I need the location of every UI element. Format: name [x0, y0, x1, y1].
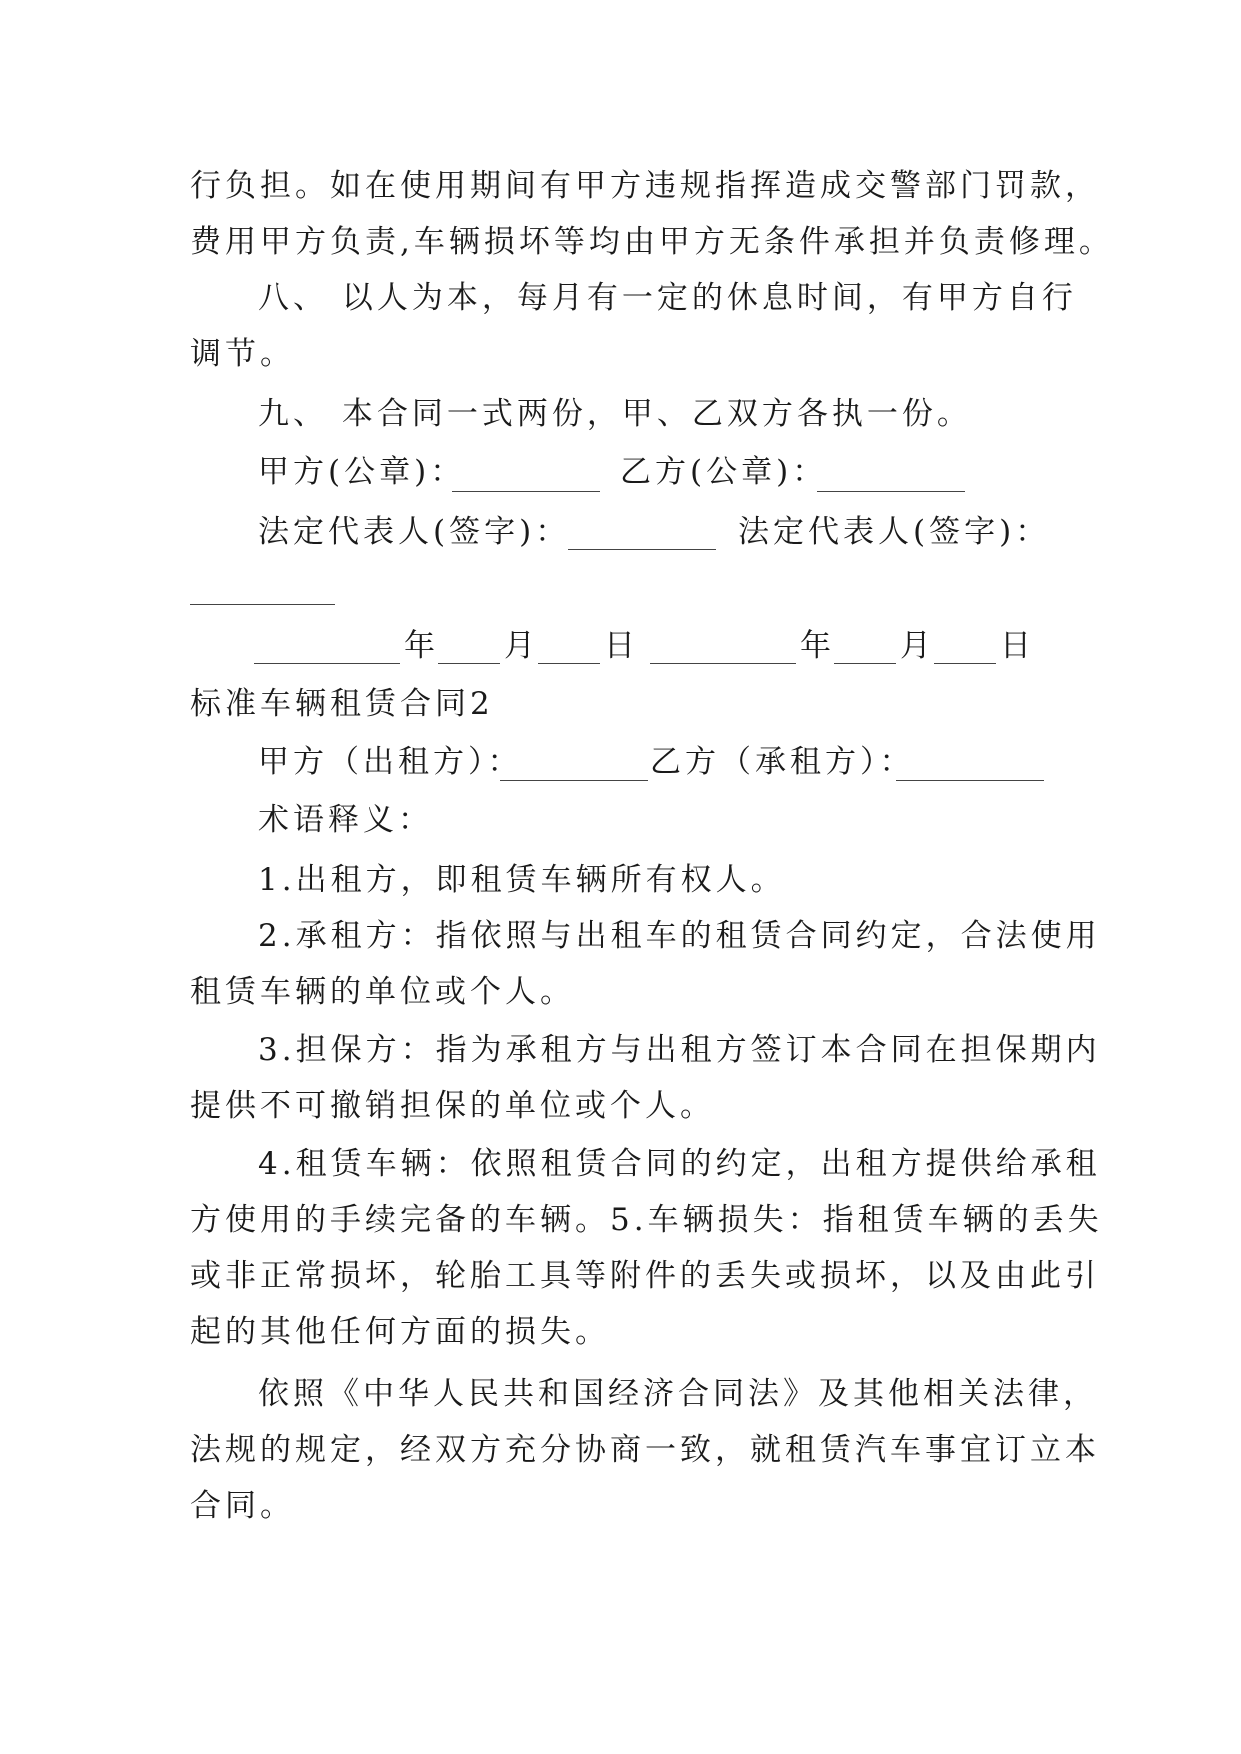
- date-b-month: 月: [900, 628, 935, 664]
- date-b-day-blank: [934, 663, 996, 664]
- date-b-month-blank: [834, 663, 896, 664]
- term-2-cont: 租赁车辆的单位或个人。: [190, 974, 575, 1010]
- contract-2-title: 标准车辆租赁合同2: [190, 686, 494, 722]
- clause-eight: 八、 以人为本，每月有一定的休息时间，有甲方自行: [258, 280, 1077, 316]
- clause-nine: 九、 本合同一式两份，甲、乙双方各执一份。: [258, 396, 972, 432]
- term-4-cont: 方使用的手续完备的车辆。5.车辆损失：指租赁车辆的丢失: [190, 1202, 1103, 1238]
- party-b-seal-label: 乙方(公章)：: [620, 454, 828, 490]
- rep-b-label: 法定代表人(签字)：: [738, 514, 1051, 550]
- term-3: 3.担保方：指为承租方与出租方签订本合同在担保期内: [258, 1032, 1101, 1068]
- date-b-day: 日: [1000, 628, 1035, 664]
- party-b-seal-blank: [817, 491, 965, 492]
- term-2: 2.承租方：指依照与出租车的租赁合同约定，合法使用: [258, 918, 1101, 954]
- legal-basis-cont: 法规的规定，经双方充分协商一致，就租赁汽车事宜订立本: [190, 1432, 1100, 1468]
- term-4: 4.租赁车辆：依照租赁合同的约定，出租方提供给承租: [258, 1146, 1101, 1182]
- date-b-year-blank: [650, 663, 796, 664]
- date-a-day-blank: [538, 663, 600, 664]
- c2-party-a-blank: [500, 780, 648, 781]
- date-b-year: 年: [800, 628, 835, 664]
- paragraph-line: 费用甲方负责,车辆损坏等均由甲方无条件承担并负责修理。: [190, 224, 1114, 260]
- date-a-day: 日: [604, 628, 639, 664]
- terms-heading: 术语释义：: [258, 802, 433, 838]
- term-3-cont: 提供不可撤销担保的单位或个人。: [190, 1088, 715, 1124]
- c2-party-b-blank: [896, 780, 1044, 781]
- rep-a-label: 法定代表人(签字)：: [258, 514, 571, 550]
- date-a-month: 月: [504, 628, 539, 664]
- c2-party-b-label: 乙方（承租方）：: [650, 744, 915, 780]
- legal-basis: 依照《中华人民共和国经济合同法》及其他相关法律，: [258, 1376, 1098, 1412]
- date-a-month-blank: [438, 663, 500, 664]
- party-a-seal-blank: [452, 491, 600, 492]
- rep-a-blank: [568, 549, 716, 550]
- term-4-cont: 或非正常损坏，轮胎工具等附件的丢失或损坏，以及由此引: [190, 1258, 1100, 1294]
- date-a-year-blank: [254, 663, 400, 664]
- rep-b-blank: [190, 604, 335, 605]
- party-a-seal-label: 甲方(公章)：: [258, 454, 466, 490]
- clause-eight-cont: 调节。: [190, 336, 295, 372]
- paragraph-line: 行负担。如在使用期间有甲方违规指挥造成交警部门罚款，: [190, 168, 1100, 204]
- legal-basis-cont: 合同。: [190, 1488, 295, 1524]
- date-a-year: 年: [404, 628, 439, 664]
- term-1: 1.出租方，即租赁车辆所有权人。: [258, 862, 786, 898]
- term-4-cont: 起的其他任何方面的损失。: [190, 1314, 610, 1350]
- c2-party-a-label: 甲方（出租方）：: [258, 744, 523, 780]
